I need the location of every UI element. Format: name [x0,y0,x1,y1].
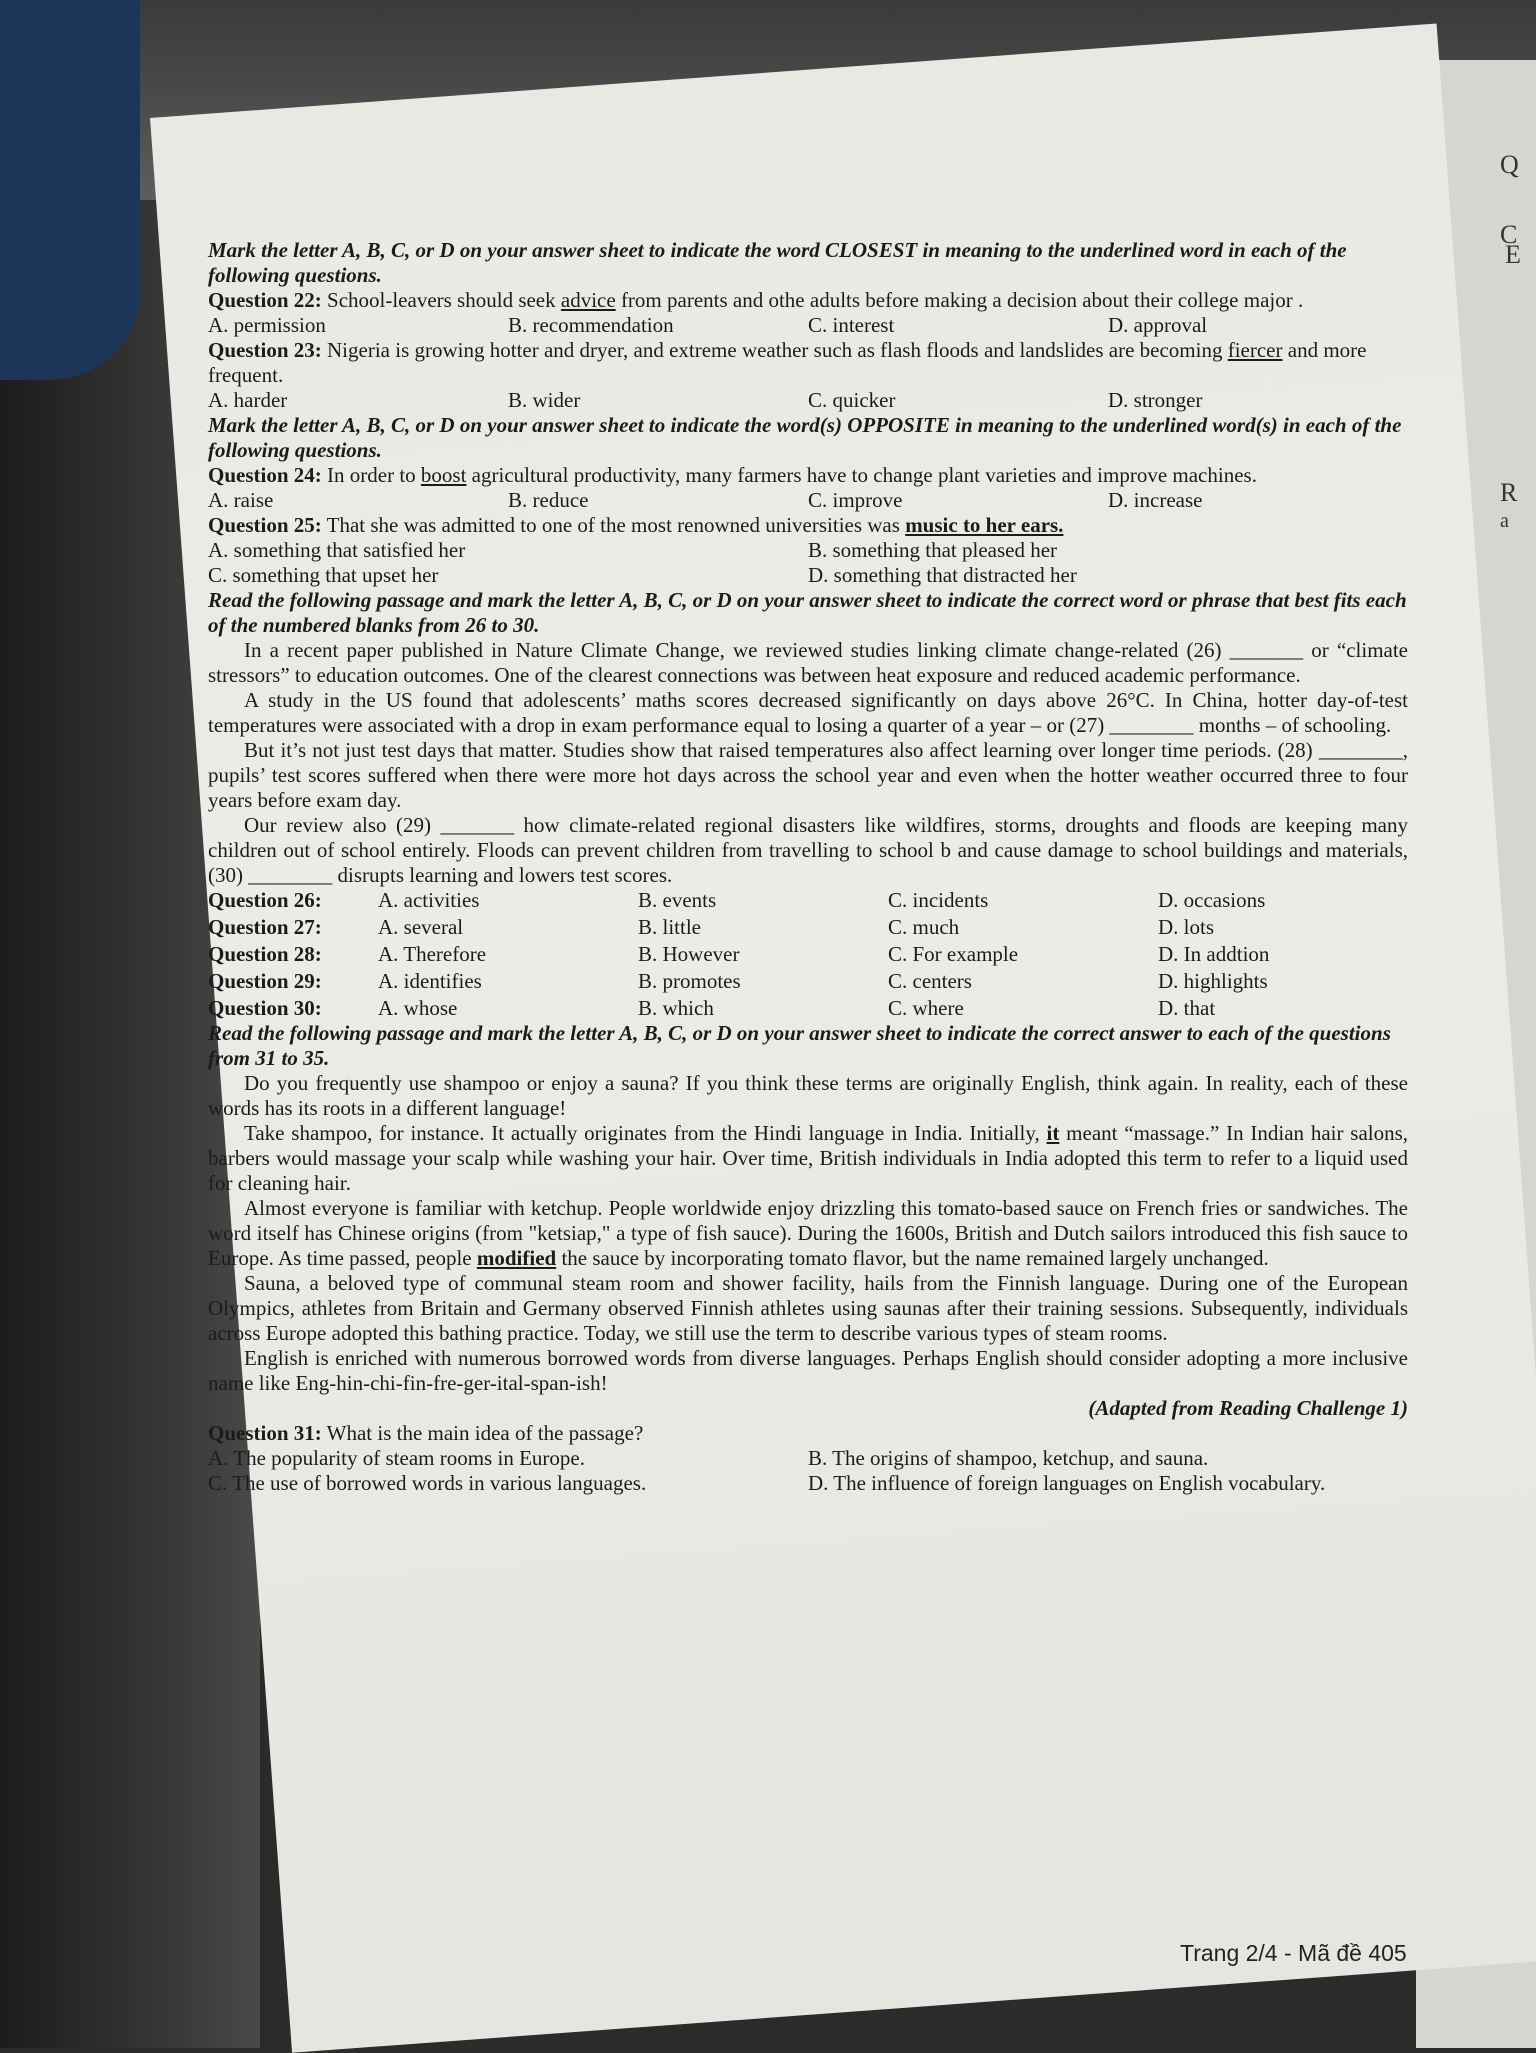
question-24: Question 24: In order to boost agricultural productivity, many farmers have to change plant varieties and improve machines. [208,463,1257,487]
option-c[interactable]: C. much [888,915,960,939]
option-d[interactable]: D. approval [1108,313,1208,337]
instruction-closest: Mark the letter A, B, C, or D on your answer sheet to indicate the word CLOSEST in meaning to the underlined word in each of the following questions. [208,238,1347,287]
option-c[interactable]: C. interest [808,313,895,337]
underlined-word: boost [420,463,467,487]
option-d[interactable]: D. that [1158,996,1216,1020]
reading-paragraph-5: English is enriched with numerous borrowed words from diverse languages. Perhaps English should consider adopting a more inclusive name like Eng-hin-chi-fin-fre-ger-ital-span-ish! [208,1346,1408,1395]
options-31 [208,1446,1408,1471]
question-number: Question 29: [208,969,322,993]
background-cloth [0,0,140,380]
reading-paragraph-4: Sauna, a beloved type of communal steam room and shower facility, hails from the Finnish language. During one of the European Olympics, athletes from Britain and Germany observed Finnish athletes using saunas after their training sessions. Subsequently, individuals across Europe adopted this bathing practice. Today, we still use the term to describe various types of steam rooms. [208,1271,1408,1345]
option-a[interactable]: A. whose [378,996,458,1020]
option-a[interactable]: A. several [378,915,464,939]
question-number: Question 22: [208,288,322,312]
question-22: Question 22: School-leavers should seek advice from parents and othe adults before making a decision about their college major . [208,288,1304,312]
option-b[interactable]: B. recommendation [508,313,674,337]
option-d[interactable]: D. In addtion [1158,942,1270,966]
instruction-reading: Read the following passage and mark the letter A, B, C, or D on your answer sheet to indicate the correct answer to each of the questions from 31 to 35. [208,1021,1391,1070]
option-a[interactable]: A. Therefore [378,942,487,966]
question-25: Question 25: That she was admitted to one of the most renowned universities was music to her ears. [208,513,1064,537]
edge-letter: Q [1500,150,1519,179]
option-b[interactable]: B. reduce [508,488,589,512]
question-number: Question 31: [208,1421,322,1445]
question-number: Question 26: [208,888,322,912]
option-c[interactable]: C. something that upset her [208,563,439,587]
cloze-paragraph-4: Our review also (29) _______ how climate-related regional disasters like wildfires, storms, droughts and floods are keeping many children out of school entirely. Floods can prevent children from travelling to school b and cause damage to school buildings and materials, (30) ________ disrupts learning and lowers test scores. [208,813,1408,887]
option-b[interactable]: B. promotes [638,969,741,993]
page-number: Trang 2/4 - Mã đề 405 [1180,1940,1407,1966]
option-b[interactable]: B. something that pleased her [808,538,1058,562]
option-a[interactable]: A. harder [208,388,288,412]
reading-paragraph-1: Do you frequently use shampoo or enjoy a sauna? If you think these terms are originally English, think again. In reality, each of these words has its roots in a different language! [208,1071,1408,1120]
cloze-options-grid [208,888,1408,1021]
option-c[interactable]: C. where [888,996,964,1020]
options-23 [208,388,1408,413]
question-31: Question 31: What is the main idea of the passage? [208,1421,644,1445]
option-a[interactable]: A. something that satisfied her [208,538,466,562]
option-c[interactable]: C. quicker [808,388,896,412]
option-a[interactable]: A. The popularity of steam rooms in Europe. [208,1446,585,1470]
underlined-word: advice [560,288,616,312]
exam-page [208,238,1408,1496]
option-b[interactable]: B. little [638,915,701,939]
option-d[interactable]: D. highlights [1158,969,1268,993]
option-c[interactable]: C. For example [888,942,1019,966]
option-b[interactable]: B. which [638,996,714,1020]
option-a[interactable]: A. identifies [378,969,482,993]
cloze-paragraph-2: A study in the US found that adolescents’ maths scores decreased significantly on days above 26°C. In China, hotter day-of-test temperatures were associated with a drop in exam performance equal to losing a quarter of a year – or (27) ________ months – of schooling. [208,688,1408,737]
underlined-word: fiercer [1227,338,1283,362]
options-24 [208,488,1408,513]
instruction-cloze: Read the following passage and mark the letter A, B, C, or D on your answer sheet to indicate the correct word or phrase that best fits each of the numbered blanks from 26 to 30. [208,588,1407,637]
reading-paragraph-2: Take shampoo, for instance. It actually originates from the Hindi language in India. Initially, it meant “massage.” In Indian hair salons, barbers would massage your scalp while washing your hair. Over time, British individuals in India adopted this term to refer to a liquid used for cleaning hair. [208,1121,1409,1195]
option-a[interactable]: A. activities [378,888,480,912]
instruction-opposite: Mark the letter A, B, C, or D on your answer sheet to indicate the word(s) OPPOSITE in meaning to the underlined word(s) in each of the following questions. [208,413,1402,462]
question-number: Question 27: [208,915,322,939]
option-c[interactable]: C. The use of borrowed words in various languages. [208,1471,647,1495]
edge-letter: R [1500,478,1518,507]
option-d[interactable]: D. The influence of foreign languages on English vocabulary. [808,1471,1326,1495]
option-d[interactable]: D. something that distracted her [808,563,1077,587]
underlined-phrase: music to her ears. [905,513,1064,537]
option-d[interactable]: D. occasions [1158,888,1266,912]
question-number: Question 24: [208,463,322,487]
option-d[interactable]: D. lots [1158,915,1215,939]
question-number: Question 30: [208,996,322,1020]
option-a[interactable]: A. permission [208,313,326,337]
edge-letter: C [1500,220,1518,249]
edge-letter: E [1505,240,1521,269]
option-b[interactable]: B. wider [508,388,581,412]
options-25 [208,538,1408,563]
option-c[interactable]: C. improve [808,488,903,512]
reading-paragraph-3: Almost everyone is familiar with ketchup. People worldwide enjoy drizzling this tomato-based sauce on French fries or sandwiches. The word itself has Chinese origins (from "ketsiap," a type of fish sauce). During the 1600s, British and Dutch sailors introduced this fish sauce to Europe. As time passed, people modified the sauce by incorporating tomato flavor, but the name remained largely unchanged. [208,1196,1408,1270]
option-b[interactable]: B. The origins of shampoo, ketchup, and sauna. [808,1446,1209,1470]
underlined-word: it [1046,1121,1060,1145]
option-b[interactable]: B. events [638,888,717,912]
cloze-paragraph-1: In a recent paper published in Nature Climate Change, we reviewed studies linking climate change-related (26) _______ or “climate stressors” to education outcomes. One of the clearest connections was between heat exposure and reduced academic performance. [208,638,1408,687]
option-b[interactable]: B. However [638,942,740,966]
option-d[interactable]: D. increase [1108,488,1203,512]
question-number: Question 25: [208,513,322,537]
edge-letter: a [1500,510,1509,532]
question-number: Question 23: [208,338,322,362]
option-a[interactable]: A. raise [208,488,274,512]
option-c[interactable]: C. centers [888,969,972,993]
source-citation: (Adapted from Reading Challenge 1) [1088,1396,1408,1420]
question-23: Question 23: Nigeria is growing hotter and dryer, and extreme weather such as flash floods and landslides are becoming fiercer and more frequent. [208,338,1367,387]
option-c[interactable]: C. incidents [888,888,989,912]
options-22 [208,313,1408,338]
underlined-word: modified [476,1246,557,1270]
cloze-paragraph-3: But it’s not just test days that matter. Studies show that raised temperatures also affect learning over longer time periods. (28) ________, pupils’ test scores suffered when there were more hot days across the school year and even when the hotter weather occurred three to four years before exam day. [208,738,1408,812]
option-d[interactable]: D. stronger [1108,388,1203,412]
question-number: Question 28: [208,942,322,966]
